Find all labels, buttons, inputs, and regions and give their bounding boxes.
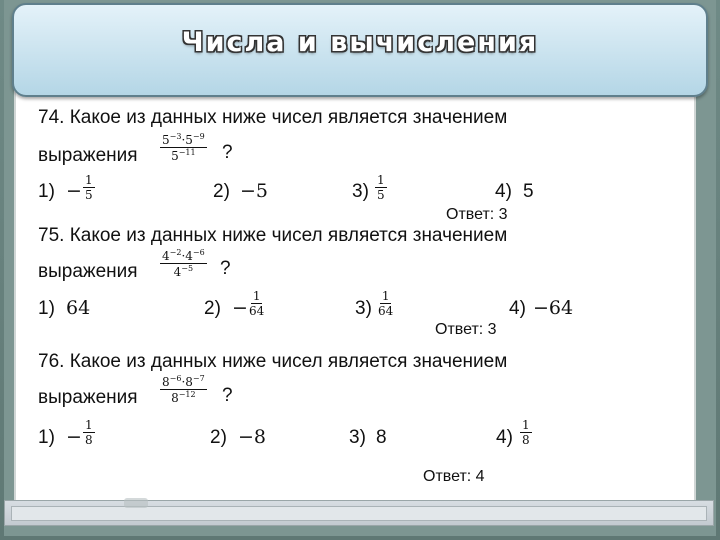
problem-74-option-1-label: 1) — [38, 181, 55, 202]
problem-75-option-4-label: 4) — [509, 298, 526, 319]
problem-76-option-3-label: 3) — [349, 427, 366, 448]
problem-75-question-line2: выражения — [38, 261, 138, 282]
page-title: Числа и вычисления — [181, 27, 539, 58]
problem-76-option-1-label: 1) — [38, 427, 55, 448]
problem-76-option-3-value: 8 — [376, 427, 387, 448]
problem-74-option-2-label: 2) — [213, 181, 230, 202]
problem-74-answer: Ответ: 3 — [446, 206, 508, 223]
problem-75-option-3-fraction: $\frac{1}{64}$ — [378, 289, 394, 318]
problem-76-qmark: ? — [222, 385, 233, 406]
problem-75-option-2-sign: − — [232, 297, 248, 319]
problem-75-expression: $\frac{4^{-2}\cdot 4^{-6}}{4^{-5}}$ — [162, 248, 205, 279]
problem-76-expression: $\frac{8^{-6}\cdot 8^{-7}}{8^{-12}}$ — [162, 374, 205, 405]
problem-74-question-line1: 74. Какое из данных ниже чисел является значением — [38, 107, 508, 128]
problem-74-option-3-label: 3) — [352, 181, 369, 202]
problem-76-question-line2: выражения — [38, 387, 138, 408]
problem-75-qmark: ? — [220, 258, 231, 279]
problem-75-option-3-label: 3) — [355, 298, 372, 319]
problem-76-option-4-fraction: $\frac{1}{8}$ — [522, 418, 530, 447]
problem-74-option-4-value: 5 — [523, 181, 534, 202]
problem-74-question-line2: выражения — [38, 145, 138, 166]
problem-74-option-1-fraction: $\frac{1}{5}$ — [85, 173, 93, 202]
problem-76-option-1-sign: − — [66, 426, 82, 448]
scroll-mark — [124, 498, 148, 508]
problem-76-option-1-fraction: $\frac{1}{8}$ — [85, 418, 93, 447]
problem-74-qmark: ? — [222, 142, 233, 163]
problem-76-option-4-label: 4) — [496, 427, 513, 448]
problem-75-option-2-fraction: $\frac{1}{64}$ — [249, 289, 265, 318]
problem-74-expression: $\frac{5^{-3}\cdot 5^{-9}}{5^{-11}}$ — [162, 132, 205, 163]
problem-75-answer: Ответ: 3 — [435, 321, 497, 338]
problem-74-option-4-label: 4) — [495, 181, 512, 202]
problem-74-option-2-value: −5 — [240, 180, 269, 202]
problem-76-option-2-value: −8 — [238, 426, 267, 448]
bottom-bar — [4, 500, 714, 526]
problem-76-option-2-label: 2) — [210, 427, 227, 448]
problem-76-question-line1: 76. Какое из данных ниже чисел является значением — [38, 351, 508, 372]
problem-75-question-line1: 75. Какое из данных ниже чисел является значением — [38, 225, 508, 246]
problem-75-option-2-label: 2) — [204, 298, 221, 319]
bottom-bar-inner — [11, 506, 707, 521]
problem-75-option-4-value: −64 — [533, 297, 574, 319]
problem-76-answer: Ответ: 4 — [423, 468, 485, 485]
problem-74-option-1-sign: − — [66, 180, 82, 202]
problem-75-option-1-value: 64 — [66, 297, 91, 319]
problem-74-option-3-fraction: $\frac{1}{5}$ — [377, 173, 385, 202]
header-banner — [12, 3, 708, 97]
problem-75-option-1-label: 1) — [38, 298, 55, 319]
